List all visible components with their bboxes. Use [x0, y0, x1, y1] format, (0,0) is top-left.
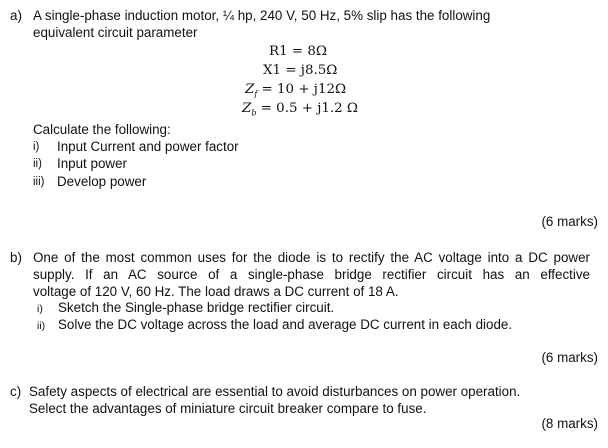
calculate-intro: Calculate the following: — [33, 122, 171, 137]
param-r1: R1 = 8Ω — [269, 44, 327, 59]
param-zb: $Z_b = 0.5 + j1.2$ Ω — [242, 101, 359, 118]
item-a-ii-number: ii) — [33, 158, 42, 170]
item-a-iii-number: iii) — [33, 176, 45, 188]
question-a-stem-line-1: A single-phase induction motor, ¼ hp, 240 V, 50 Hz, 5% slip has the following — [33, 8, 491, 23]
item-b-ii-number: ii) — [37, 320, 46, 332]
question-c-label: c) — [10, 384, 22, 399]
question-c-marks: (8 marks) — [541, 416, 598, 431]
param-zb-symbol: $Z_b$ — [242, 101, 257, 118]
question-c-stem-line-1: Safety aspects of electrical are essential to avoid disturbances on power operation. — [29, 384, 521, 399]
item-b-i-number: i) — [37, 303, 43, 315]
param-zf: $Z_f = 10 + j12\Omega$ — [245, 82, 347, 99]
item-a-i-number: i) — [33, 141, 40, 153]
item-a-i-text: Input Current and power factor — [57, 139, 239, 154]
question-b-stem-line-3: voltage of 120 V, 60 Hz. The load draws a DC current of 18 A. — [33, 284, 399, 299]
question-a-stem-line-2: equivalent circuit parameter — [33, 25, 198, 40]
question-c-stem-line-2: Select the advantages of miniature circuit breaker compare to fuse. — [29, 401, 427, 416]
item-a-iii-text: Develop power — [57, 174, 147, 189]
param-x1: X1 = j8.5Ω — [263, 63, 338, 78]
item-b-i-text: Sketch the Single-phase bridge rectifier circuit. — [58, 300, 335, 315]
param-zf-symbol: $Z_f$ — [245, 82, 258, 99]
item-a-ii-text: Input power — [57, 156, 127, 171]
question-a-label: a) — [10, 8, 22, 23]
item-b-ii-text: Solve the DC voltage across the load and average DC current in each diode. — [58, 317, 513, 332]
question-b-stem-line-1: One of the most common uses for the diode is to rectify the AC voltage into a DC power — [33, 250, 590, 265]
question-b-stem-line-2: supply. If an AC source of a single-phase bridge rectifier circuit has an effective — [33, 267, 590, 282]
question-b-marks: (6 marks) — [541, 350, 598, 365]
question-a-marks: (6 marks) — [541, 214, 598, 229]
question-b-label: b) — [10, 250, 22, 265]
